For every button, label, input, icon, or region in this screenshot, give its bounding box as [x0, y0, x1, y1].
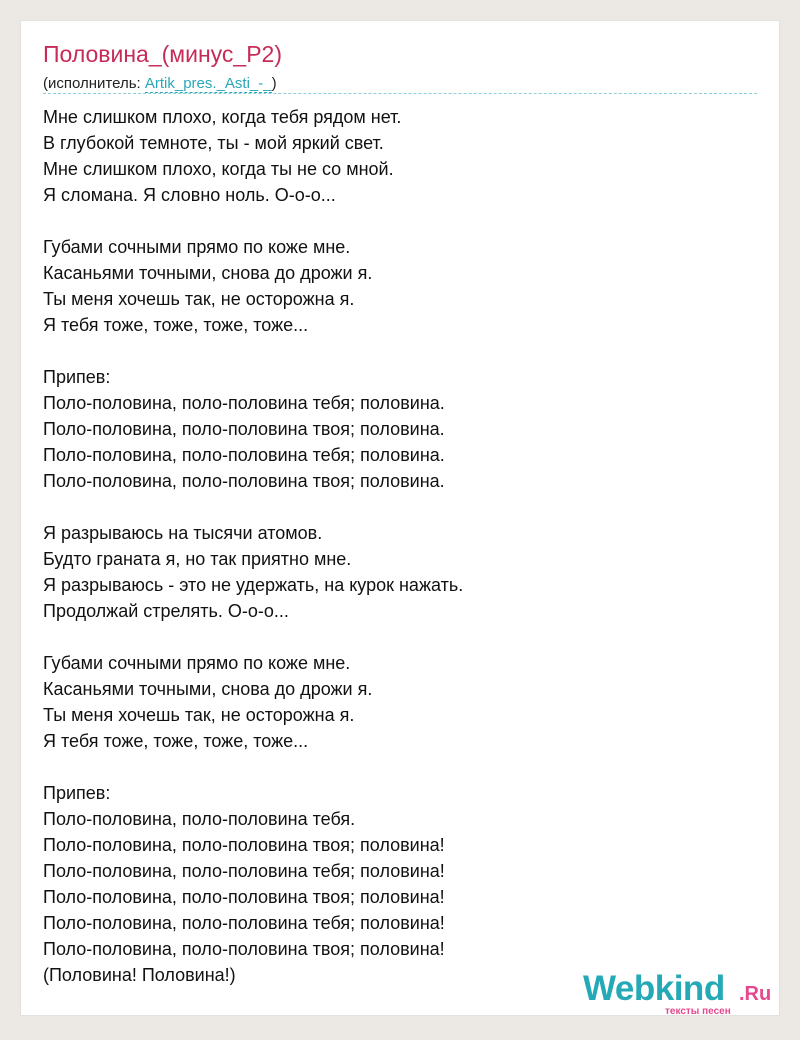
logo-wordmark: Webkind — [583, 969, 725, 1008]
divider — [43, 93, 757, 94]
lyric-line: Я тебя тоже, тоже, тоже, тоже... — [43, 731, 309, 751]
lyric-line: Я разрываюсь на тысячи атомов. — [43, 523, 323, 543]
artist-line — [43, 75, 277, 92]
lyric-line: Поло-половина, поло-половина твоя; половина! — [43, 939, 445, 959]
lyric-line: Припев: — [43, 783, 111, 803]
site-logo[interactable] — [583, 969, 783, 1019]
lyric-line: Продолжай стрелять. О-о-о... — [43, 601, 289, 621]
lyric-line: Поло-половина, поло-половина тебя; половина. — [43, 393, 445, 413]
lyric-line: Мне слишком плохо, когда ты не со мной. — [43, 159, 394, 179]
lyrics-card — [20, 20, 780, 1016]
lyric-line: Поло-половина, поло-половина твоя; половина. — [43, 419, 445, 439]
logo-domain: .Ru — [739, 983, 772, 1005]
artist-suffix: ) — [271, 75, 277, 92]
lyric-line: Будто граната я, но так приятно мне. — [43, 549, 352, 569]
lyric-line: Касаньями точными, снова до дрожи я. — [43, 263, 373, 283]
lyric-line: Припев: — [43, 367, 111, 387]
lyric-line: Поло-половина, поло-половина твоя; половина! — [43, 887, 445, 907]
lyric-line: Поло-половина, поло-половина тебя. — [43, 809, 356, 829]
artist-prefix: (исполнитель: — [43, 75, 145, 92]
lyric-line: Я тебя тоже, тоже, тоже, тоже... — [43, 315, 309, 335]
logo-tagline: тексты песен — [665, 1006, 731, 1017]
lyric-line: Я сломана. Я словно ноль. О-о-о... — [43, 185, 336, 205]
lyric-line: Губами сочными прямо по коже мне. — [43, 237, 351, 257]
lyric-line: Поло-половина, поло-половина тебя; половина! — [43, 913, 445, 933]
artist-link[interactable]: Artik_pres._Asti_-_ — [144, 75, 272, 92]
lyric-line: Я разрываюсь - это не удержать, на курок нажать. — [43, 575, 464, 595]
lyric-line: Ты меня хочешь так, не осторожна я. — [43, 289, 355, 309]
lyric-line: Поло-половина, поло-половина твоя; половина. — [43, 471, 445, 491]
lyric-line: В глубокой темноте, ты - мой яркий свет. — [43, 133, 384, 153]
lyric-line: Поло-половина, поло-половина твоя; половина! — [43, 835, 445, 855]
song-title: Половина_(минус_Р2) — [43, 41, 282, 67]
lyric-line: Поло-половина, поло-половина тебя; половина. — [43, 445, 445, 465]
lyric-line: Касаньями точными, снова до дрожи я. — [43, 679, 373, 699]
lyric-line: Ты меня хочешь так, не осторожна я. — [43, 705, 355, 725]
lyric-line: Поло-половина, поло-половина тебя; половина! — [43, 861, 445, 881]
lyrics-text — [43, 104, 463, 988]
lyric-line: Губами сочными прямо по коже мне. — [43, 653, 351, 673]
lyric-line: (Половина! Половина!) — [43, 965, 236, 985]
lyric-line: Мне слишком плохо, когда тебя рядом нет. — [43, 107, 402, 127]
